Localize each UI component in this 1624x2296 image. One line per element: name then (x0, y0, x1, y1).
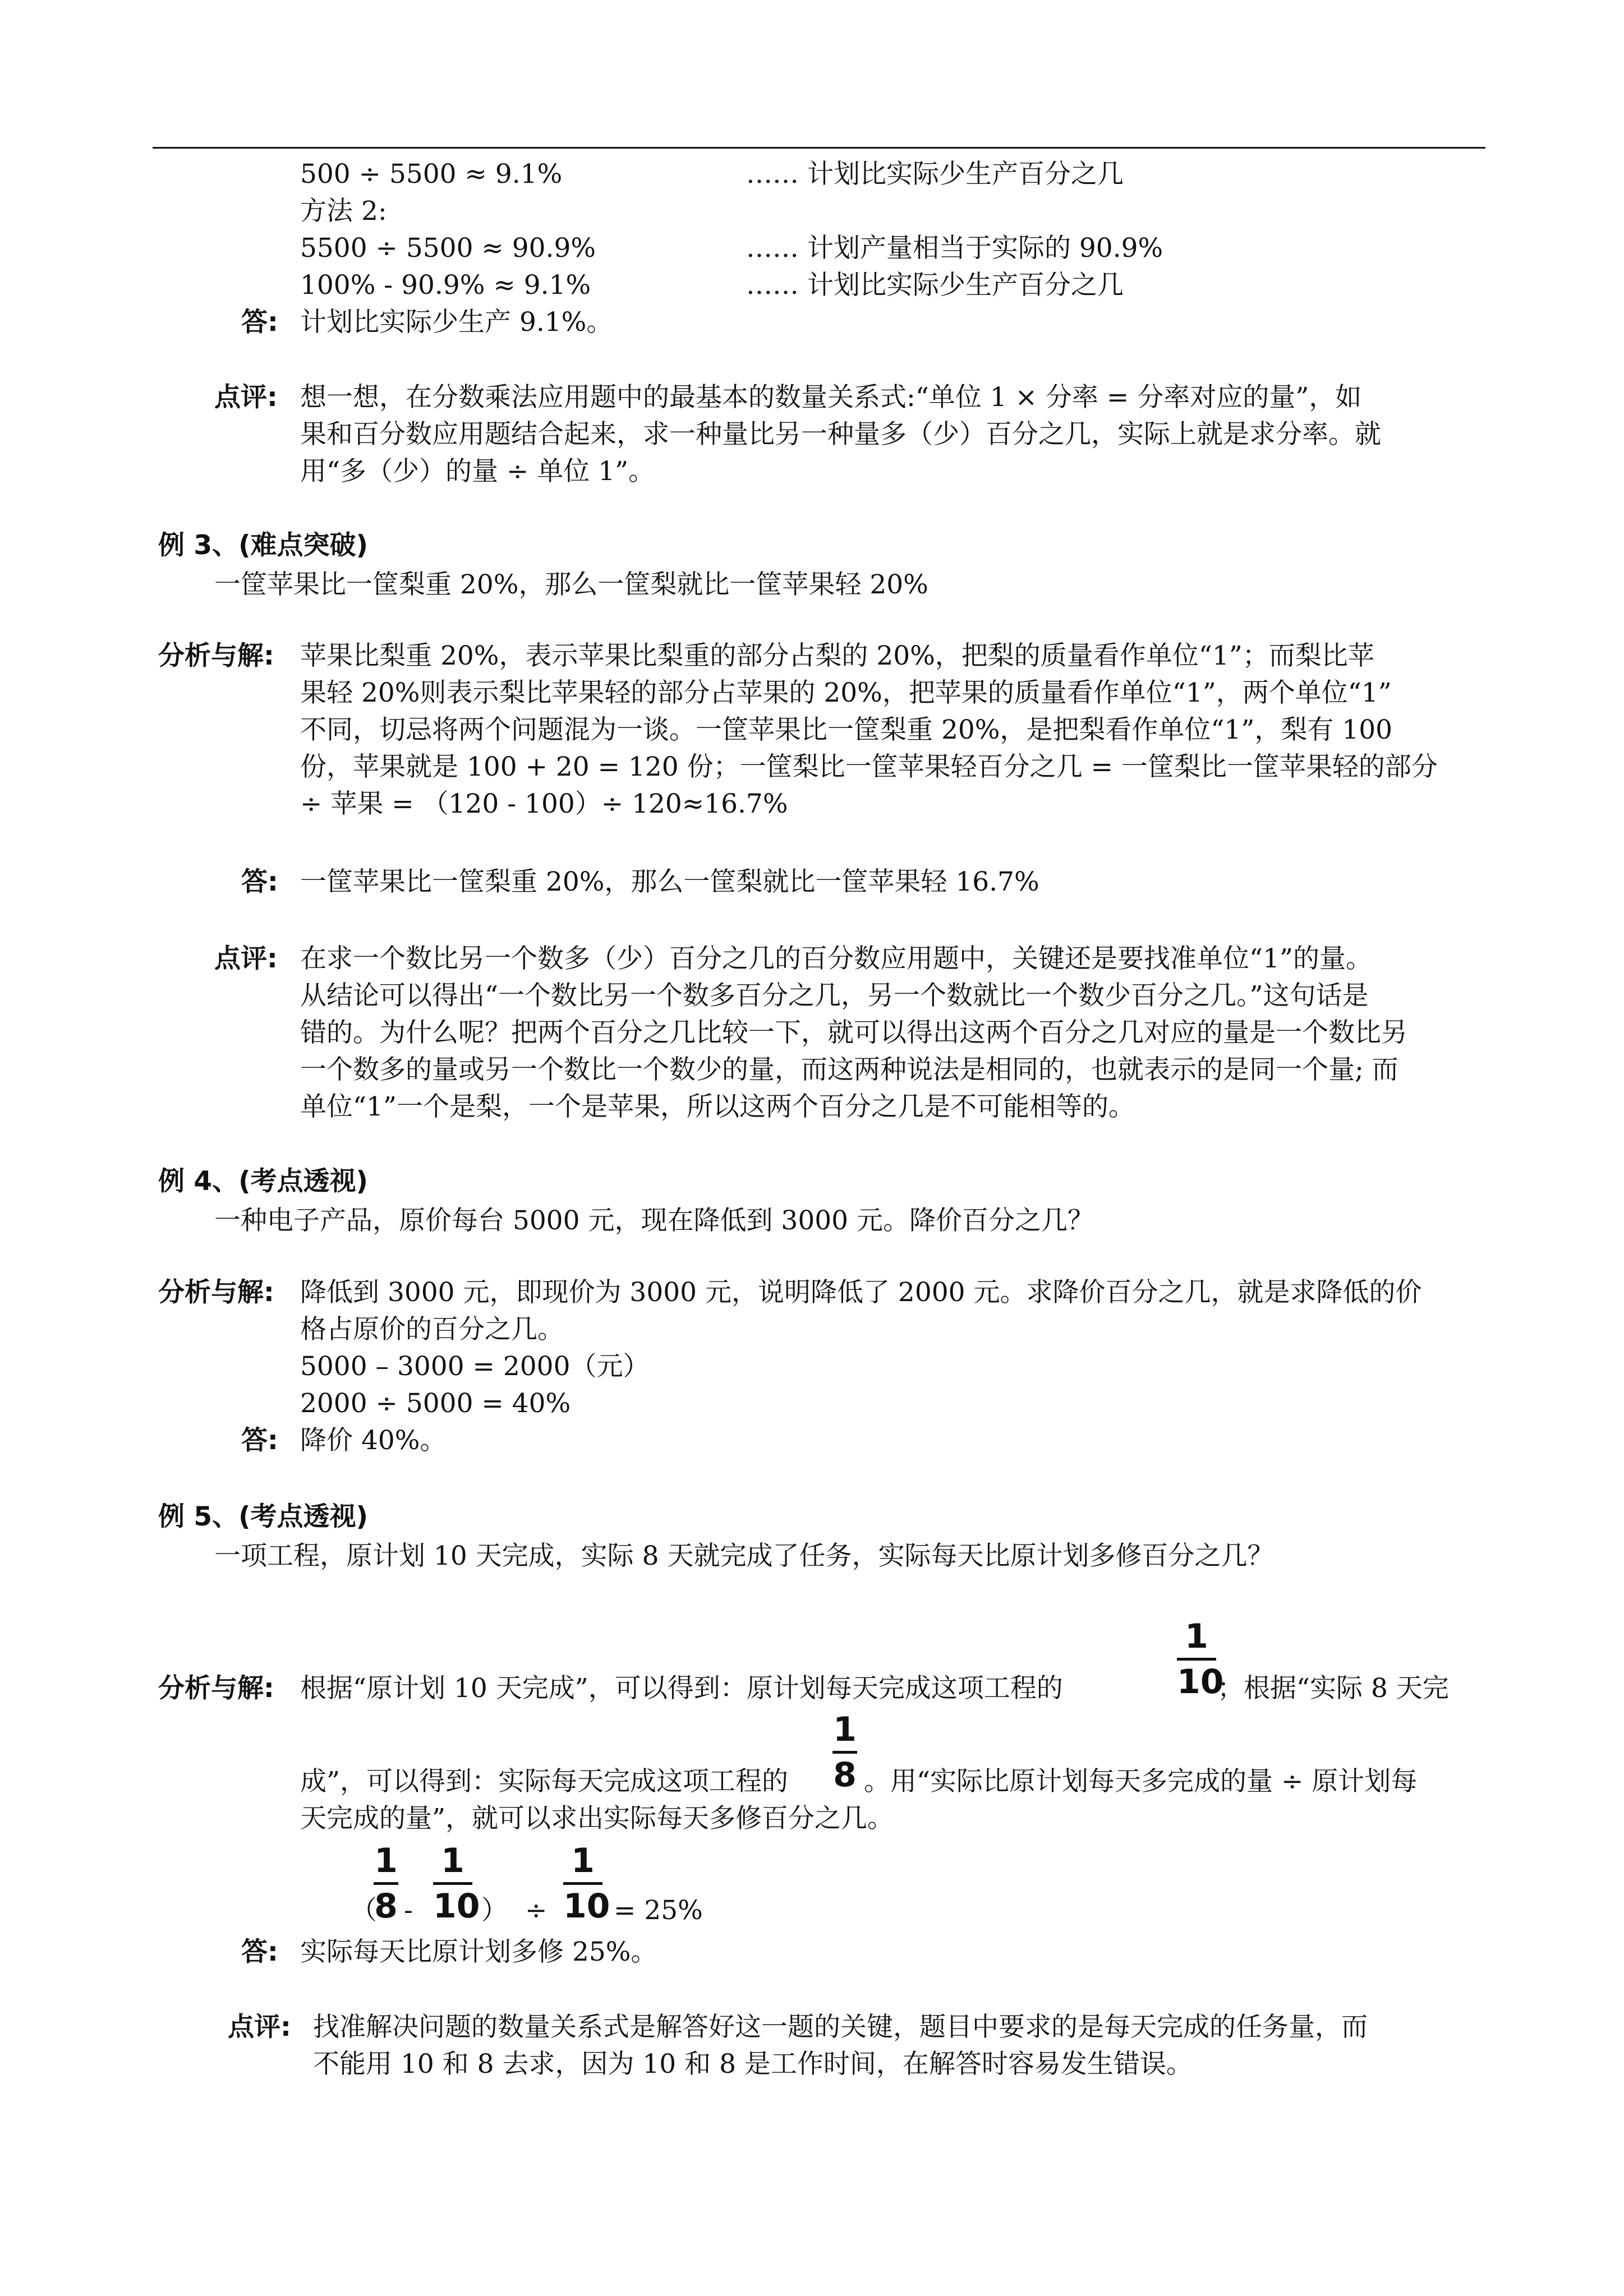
answer-text: 实际每天比原计划多修 25%。 (300, 1937, 657, 1967)
question-text: 一种电子产品，原价每台 5000 元，现在降低到 3000 元。降价百分之几？ (214, 1205, 1094, 1236)
analysis-line: 不同，切忌将两个问题混为一谈。一筐苹果比一筐梨重 20%，是把梨看作单位“1”，梨有 100 (300, 714, 1393, 745)
analysis-line: 果轻 20%则表示梨比苹果轻的部分占苹果的 20%，把苹果的质量看作单位“1”，两个单位“1” (300, 677, 1392, 708)
comment-line: 从结论可以得出“一个数比另一个数多百分之几，另一个数就比一个数少百分之几。”这句话是 (300, 980, 1369, 1011)
analysis-line: 成”，可以得到：实际每天完成这项工程的 (300, 1766, 789, 1797)
analysis-line: 根据“原计划 10 天完成”，可以得到：原计划每天完成这项工程的 (300, 1673, 1063, 1704)
analysis-line: 。用“实际比原计划每天多完成的量 ÷ 原计划每 (864, 1766, 1418, 1797)
divide-sign: ÷ (525, 1895, 548, 1926)
answer-text: 计划比实际少生产 9.1%。 (300, 307, 613, 338)
analysis-line: 格占原价的百分之几。 (300, 1314, 564, 1345)
analysis-label: 分析与解: (158, 1673, 274, 1704)
answer-text: 一筐苹果比一筐梨重 20%，那么一筐梨就比一筐苹果轻 16.7% (300, 866, 1039, 897)
fraction-one-eighth: 1 8 (833, 1710, 857, 1795)
answer-label: 答: (241, 866, 278, 897)
example-title: 例 4、(考点透视) (158, 1166, 369, 1197)
comment-line: 找准解决问题的数量关系式是解答好这一题的关键，题目中要求的是每天完成的任务量，而 (313, 2012, 1368, 2043)
example-title: 例 3、(难点突破) (158, 530, 369, 561)
calc-line: 100% - 90.9% ≈ 9.1% (300, 270, 591, 301)
comment-label: 点评: (214, 382, 278, 413)
comment-label: 点评: (228, 2012, 291, 2043)
analysis-label: 分析与解: (158, 1277, 274, 1308)
open-paren: （ (351, 1895, 377, 1926)
comment-line: 错的。为什么呢？把两个百分之几比较一下，就可以得出这两个百分之几对应的量是一个数比另 (300, 1017, 1407, 1048)
close-paren: ） (481, 1895, 508, 1926)
minus-sign: - (404, 1895, 413, 1926)
fraction-one-eighth: 1 8 (374, 1841, 398, 1926)
comment-label: 点评: (214, 943, 278, 974)
answer-label: 答: (241, 1425, 278, 1456)
analysis-label: 分析与解: (158, 640, 274, 671)
analysis-line: ；根据“实际 8 天完 (1217, 1673, 1449, 1704)
answer-label: 答: (241, 307, 278, 338)
header-rule (153, 147, 1485, 149)
calc-result: = 25% (614, 1895, 703, 1926)
comment-line: 用“多（少）的量 ÷ 单位 1”。 (300, 456, 655, 487)
analysis-line: 天完成的量”，就可以求出实际每天多修百分之几。 (300, 1803, 894, 1834)
fraction-one-tenth: 1 10 (563, 1841, 610, 1926)
analysis-line: ÷ 苹果 = （120 - 100）÷ 120≈16.7% (300, 789, 788, 819)
calc-note: …… 计划产量相当于实际的 90.9% (746, 233, 1163, 264)
analysis-line: 份，苹果就是 100 + 20 = 120 份；一筐梨比一筐苹果轻百分之几 = 一筐梨比一筐苹果轻的部分 (300, 751, 1438, 782)
calc-line: 500 ÷ 5500 ≈ 9.1% (300, 159, 563, 190)
calc-line: 5000 – 3000 = 2000（元） (300, 1351, 650, 1382)
example-title: 例 5、(考点透视) (158, 1501, 369, 1532)
comment-line: 一个数多的量或另一个数比一个数少的量，而这两种说法是相同的，也就表示的是同一个量; 而 (300, 1054, 1398, 1085)
calc-line: 2000 ÷ 5000 = 40% (300, 1388, 571, 1419)
comment-line: 单位“1”一个是梨，一个是苹果，所以这两个百分之几是不可能相等的。 (300, 1091, 1135, 1122)
analysis-line: 苹果比梨重 20%，表示苹果比梨重的部分占梨的 20%，把梨的质量看作单位“1”；而梨比苹 (300, 640, 1374, 671)
method-label: 方法 2: (300, 196, 387, 227)
comment-line: 不能用 10 和 8 去求，因为 10 和 8 是工作时间，在解答时容易发生错误。 (313, 2049, 1193, 2080)
fraction-one-tenth: 1 10 (1177, 1617, 1224, 1702)
comment-line: 在求一个数比另一个数多（少）百分之几的百分数应用题中，关键还是要找准单位“1”的量。 (300, 943, 1372, 974)
answer-label: 答: (241, 1937, 278, 1967)
analysis-line: 降低到 3000 元，即现价为 3000 元，说明降低了 2000 元。求降价百分之几，就是求降低的价 (300, 1277, 1422, 1308)
fraction-one-tenth: 1 10 (433, 1841, 480, 1926)
question-text: 一项工程，原计划 10 天完成，实际 8 天就完成了任务，实际每天比原计划多修百分之几？ (214, 1541, 1274, 1571)
answer-text: 降价 40%。 (300, 1425, 447, 1456)
question-text: 一筐苹果比一筐梨重 20%，那么一筐梨就比一筐苹果轻 20% (214, 569, 928, 600)
comment-line: 果和百分数应用题结合起来，求一种量比另一种量多（少）百分之几，实际上就是求分率。就 (300, 419, 1381, 450)
calc-line: 5500 ÷ 5500 ≈ 90.9% (300, 233, 596, 264)
calc-note: …… 计划比实际少生产百分之几 (746, 270, 1124, 301)
calc-note: …… 计划比实际少生产百分之几 (746, 159, 1124, 190)
comment-line: 想一想，在分数乘法应用题中的最基本的数量关系式:“单位 1 × 分率 = 分率对应的量”，如 (300, 382, 1362, 413)
